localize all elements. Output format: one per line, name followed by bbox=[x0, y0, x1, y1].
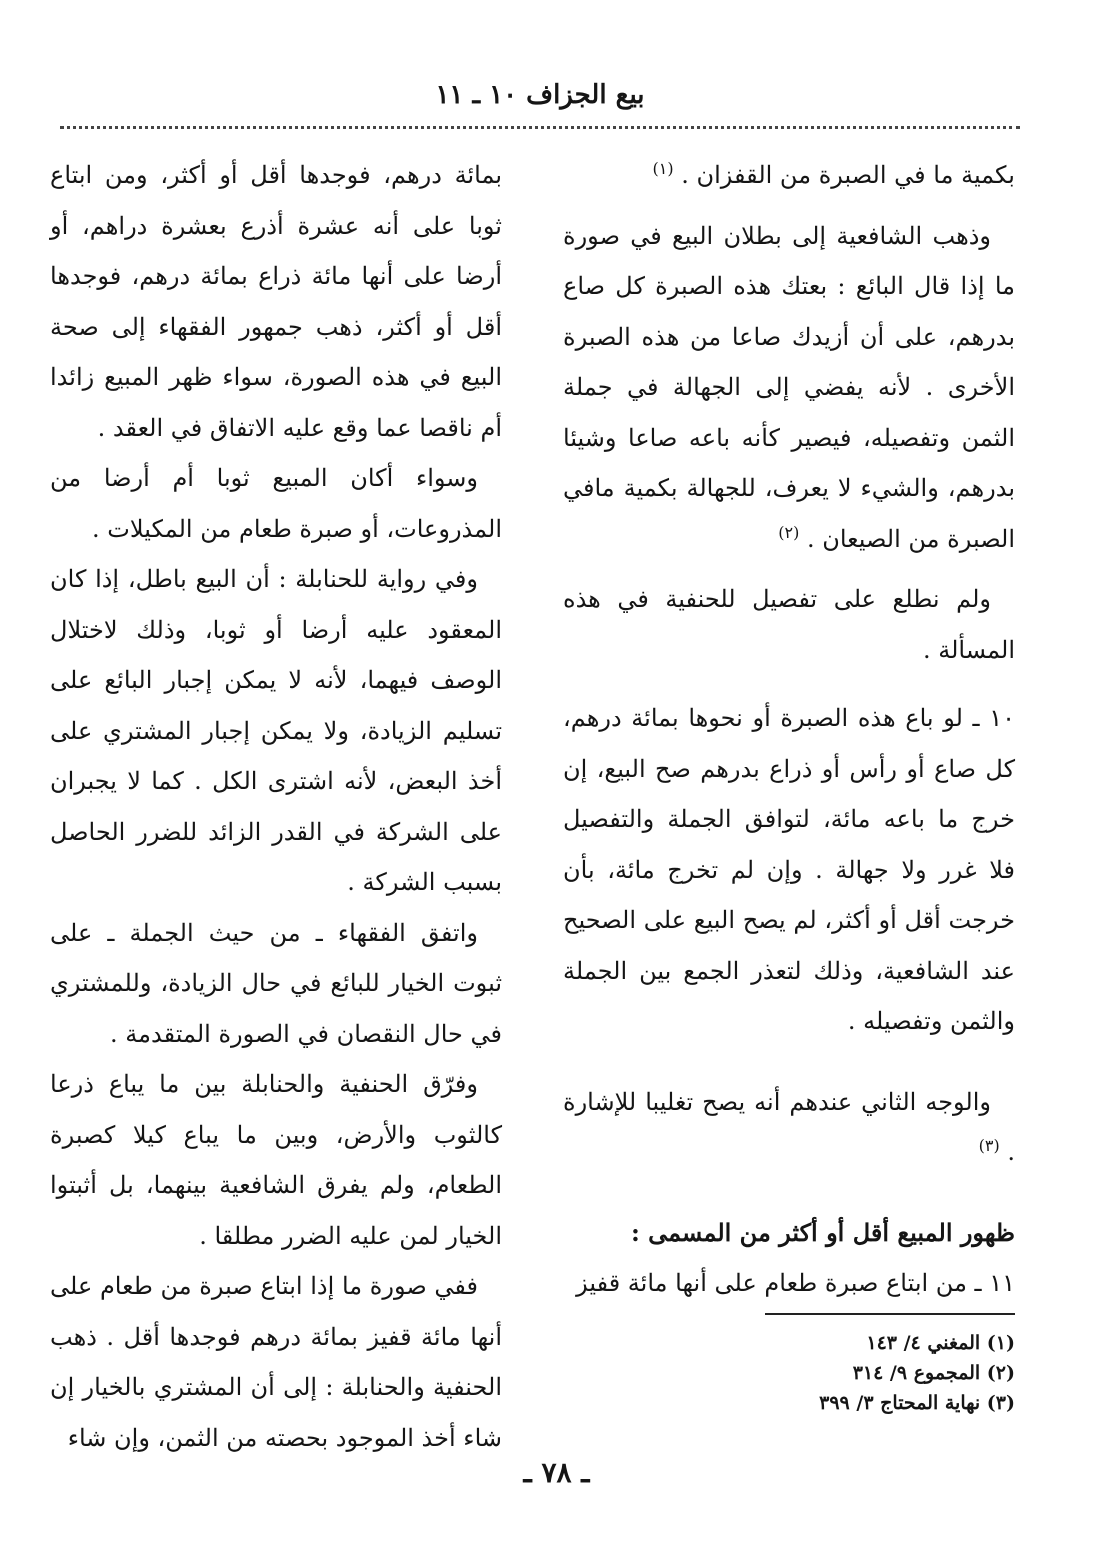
paragraph: واتفق الفقهاء ـ من حيث الجملة ـ على ثبوت الخيار للبائع في حال الزيادة، وللمشتري في حال النقصان في الصورة المتقدمة . bbox=[50, 918, 502, 1048]
paragraph: والوجه الثاني عندهم أنه يصح تغليبا للإشارة . $^{(٣)}$ bbox=[563, 1087, 1015, 1166]
footnote-rule bbox=[765, 1313, 1015, 1315]
left-column bbox=[50, 150, 502, 1463]
section-heading: ظهور المبيع أقل أو أكثر من المسمى : bbox=[630, 1217, 1015, 1247]
footnote-item: (٣) نهاية المحتاج ٣/ ٣٩٩ bbox=[819, 1392, 1015, 1414]
paragraph: وفرّق الحنفية والحنابلة بين ما يباع ذرعا كالثوب والأرض، وبين ما يباع كيلا كصبرة الطعام، ولم يفرق الشافعية بينهما، بل أثبتوا الخيار لمن عليه الضرر مطلقا . bbox=[50, 1070, 502, 1250]
footnote-item: (١) المغني ٤/ ١٤٣ bbox=[866, 1332, 1015, 1354]
header-dotted-rule bbox=[60, 126, 1020, 129]
paragraph: ١٠ ـ لو باع هذه الصبرة أو نحوها بمائة درهم، كل صاع أو رأس أو ذراع بدرهم صح البيع، إن خرج ما باعه مائة، لتوافق الجملة والتفصيل فلا غرر ولا جهالة . وإن لم تخرج مائة، بأن خرجت أقل أو أكثر، لم يصح البيع على الصحيح عند الشافعية، وذلك لتعذر الجمع بين الجملة والثمن وتفصيله . bbox=[563, 704, 1015, 1035]
footnote-marker: (٢) bbox=[778, 522, 800, 542]
footnote-marker: (١) bbox=[652, 159, 674, 178]
footnote-marker: (٣) bbox=[978, 1136, 1000, 1155]
paragraph: وذهب الشافعية إلى بطلان البيع في صورة ما إذا قال البائع : بعتك هذه الصبرة كل صاع بدرهم، على أن أزيدك صاعا من هذه الصبرة الأخرى . لأنه يفضي إلى الجهالة في جملة الثمن وتفصيله، فيصير كأنه باعه صاعا وشيئا بدرهم، والشيء لا يعرف، للجهالة بكمية مافي الصبرة من الصيعان . $^{(٢)}$ bbox=[563, 221, 1015, 553]
paragraph: وفي رواية للحنابلة : أن البيع باطل، إذا كان المعقود عليه أرضا أو ثوبا، وذلك لاختلال الوصف فيهما، لأنه لا يمكن إجبار البائع على تسليم الزيادة، ولا يمكن إجبار المشتري على أخذ البعض، لأنه اشترى الكل . كما لا يجبران على الشركة في القدر الزائد للضرر الحاصل بسبب الشركة . bbox=[50, 565, 502, 896]
page-number: ـ ٧٨ ـ bbox=[523, 1456, 590, 1489]
page-header-title: بيع الجزاف ١٠ ـ ١١ bbox=[435, 80, 645, 110]
paragraph: وسواء أكان المبيع ثوبا أم أرضا من المذروعات، أو صبرة طعام من المكيلات . bbox=[50, 464, 502, 543]
paragraph: بمائة درهم، فوجدها أقل أو أكثر، ومن ابتاع ثوبا على أنه عشرة أذرع بعشرة دراهم، أو أرضا على أنها مائة ذراع بمائة درهم، فوجدها أقل أو أكثر، ذهب جمهور الفقهاء إلى صحة البيع في هذه الصورة، سواء ظهر المبيع زائدا أم ناقصا عما وقع عليه الاتفاق في العقد . bbox=[50, 161, 502, 442]
footnote-item: (٢) المجموع ٩/ ٣١٤ bbox=[852, 1362, 1015, 1384]
right-column bbox=[563, 150, 1015, 1309]
paragraph: ١١ ـ من ابتاع صبرة طعام على أنها مائة قفيز bbox=[576, 1269, 1015, 1297]
footnotes bbox=[563, 1328, 1015, 1418]
paragraph: بكمية ما في الصبرة من القفزان . $^{(١)}$ bbox=[652, 159, 1015, 189]
paragraph: ففي صورة ما إذا ابتاع صبرة من طعام على أنها مائة قفيز بمائة درهم فوجدها أقل . ذهب الحنفية والحنابلة : إلى أن المشتري بالخيار إن شاء أخذ الموجود بحصته من الثمن، وإن شاء bbox=[50, 1272, 502, 1452]
paragraph: ولم نطلع على تفصيل للحنفية في هذه المسألة . bbox=[563, 585, 1015, 664]
